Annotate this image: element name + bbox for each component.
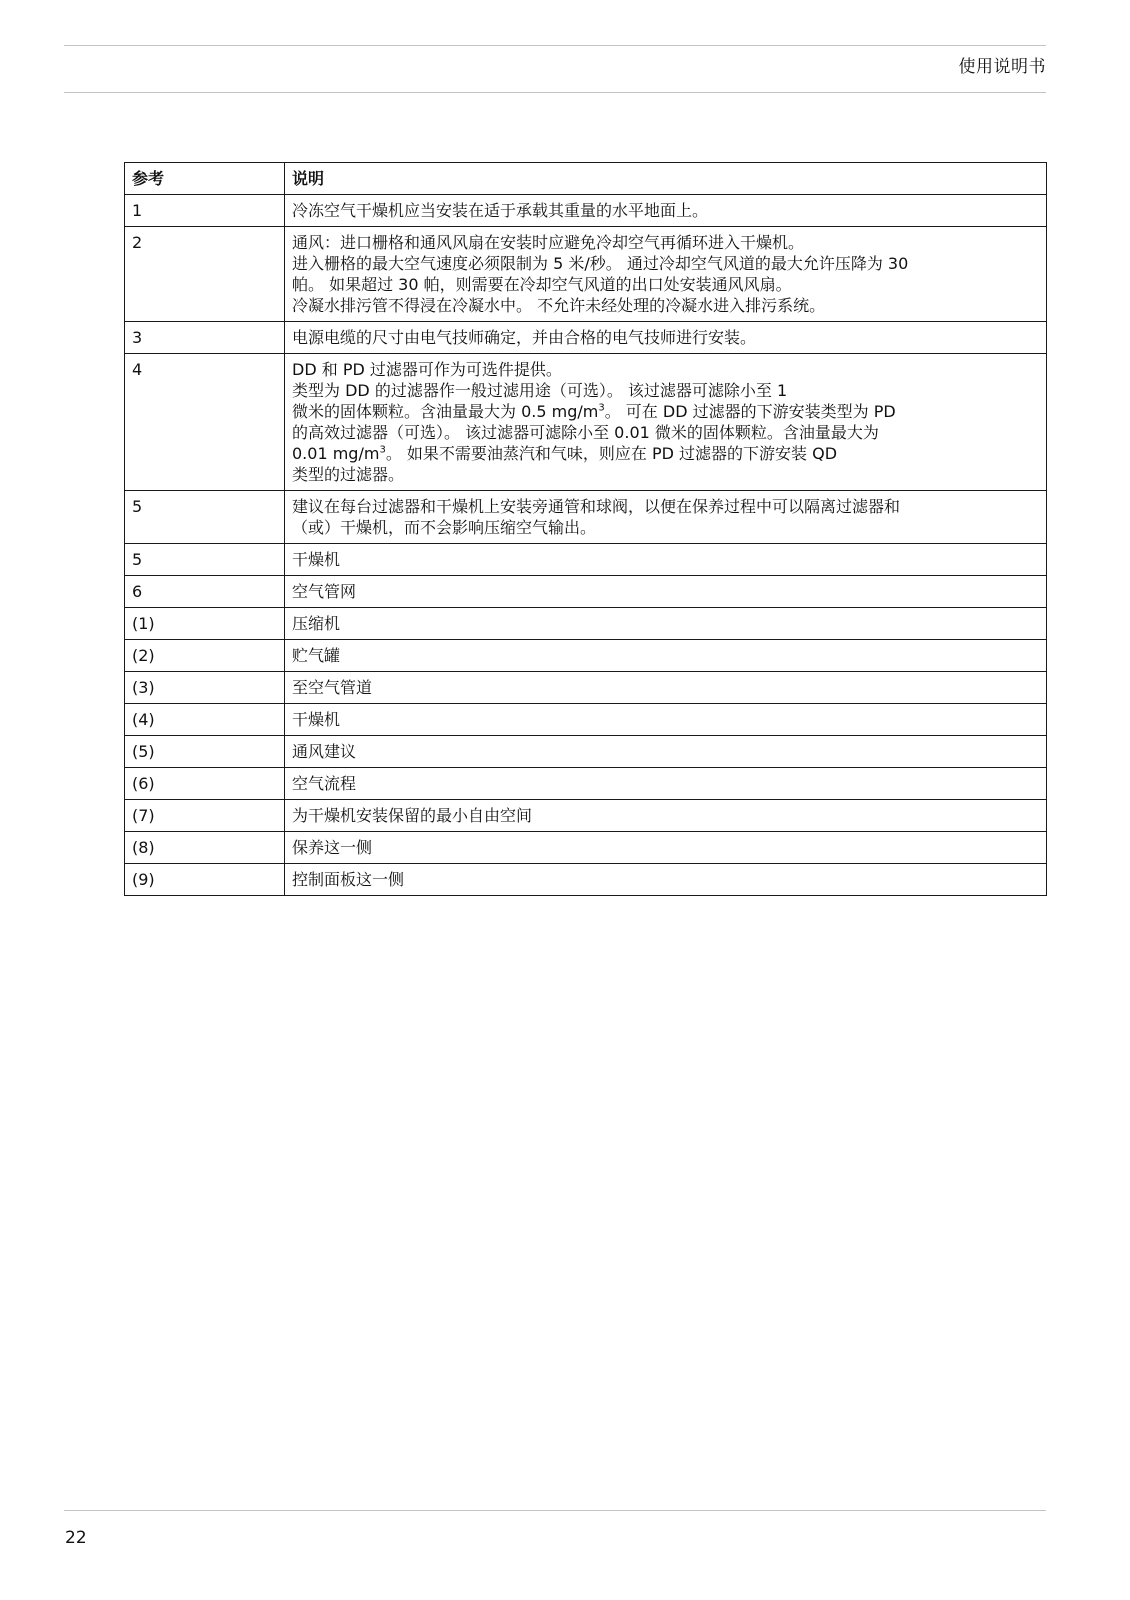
description-line [292, 401, 1039, 422]
description-line: 空气管网 [292, 582, 357, 601]
superscript: 3 [598, 402, 605, 414]
ref-cell: 3 [125, 322, 285, 354]
description-line: 压缩机 [292, 614, 341, 633]
description-cell [285, 608, 1047, 640]
table-row [125, 800, 1047, 832]
ref-cell: (9) [125, 864, 285, 896]
page-number: 22 [65, 1528, 87, 1548]
superscript: 3 [379, 444, 386, 456]
ref-cell: 5 [125, 491, 285, 544]
ref-cell: (6) [125, 768, 285, 800]
description-line: 空气流程 [292, 774, 357, 793]
table-row [125, 322, 1047, 354]
description-cell [285, 832, 1047, 864]
description-line: 控制面板这一侧 [292, 870, 405, 889]
text-fragment: 。 可在 DD 过滤器的下游安装类型为 PD [604, 402, 896, 421]
ref-cell: (3) [125, 672, 285, 704]
description-cell [285, 544, 1047, 576]
description-cell [285, 354, 1047, 491]
description-cell [285, 576, 1047, 608]
description-line: 的高效过滤器（可选）。 该过滤器可滤除小至 0.01 微米的固体颗粒。含油量最大为 [292, 423, 879, 442]
description-line: 冷凝水排污管不得浸在冷凝水中。 不允许未经处理的冷凝水进入排污系统。 [292, 296, 826, 315]
ref-cell: (5) [125, 736, 285, 768]
description-cell [285, 640, 1047, 672]
ref-cell: (7) [125, 800, 285, 832]
description-cell [285, 227, 1047, 322]
description-line [292, 443, 1039, 464]
table-row [125, 672, 1047, 704]
description-line: 类型为 DD 的过滤器作一般过滤用途（可选）。 该过滤器可滤除小至 1 [292, 381, 788, 400]
table-row [125, 576, 1047, 608]
description-line: DD 和 PD 过滤器可作为可选件提供。 [292, 360, 562, 379]
description-line: 通风建议 [292, 742, 357, 761]
description-cell [285, 491, 1047, 544]
description-line: 保养这一侧 [292, 838, 373, 857]
ref-cell: 4 [125, 354, 285, 491]
ref-cell: (2) [125, 640, 285, 672]
description-cell [285, 322, 1047, 354]
ref-cell: 2 [125, 227, 285, 322]
text-fragment: 。 如果不需要油蒸汽和气味，则应在 PD 过滤器的下游安装 QD [385, 444, 838, 463]
table-row [125, 640, 1047, 672]
description-line: 进入栅格的最大空气速度必须限制为 5 米/秒。 通过冷却空气风道的最大允许压降为 30 [292, 254, 909, 273]
table-row [125, 832, 1047, 864]
table-row [125, 608, 1047, 640]
table-row [125, 704, 1047, 736]
table-row [125, 491, 1047, 544]
description-line: 贮气罐 [292, 646, 341, 665]
ref-cell: 6 [125, 576, 285, 608]
description-line: 电源电缆的尺寸由电气技师确定，并由合格的电气技师进行安装。 [292, 328, 757, 347]
description-line: 干燥机 [292, 550, 341, 569]
column-header-description: 说明 [285, 163, 1047, 195]
header-top-rule [64, 45, 1046, 46]
table-row [125, 864, 1047, 896]
table-row [125, 768, 1047, 800]
ref-cell: (1) [125, 608, 285, 640]
description-cell [285, 800, 1047, 832]
table-row [125, 544, 1047, 576]
description-line: （或）干燥机，而不会影响压缩空气输出。 [292, 518, 597, 537]
description-cell [285, 672, 1047, 704]
description-line: 干燥机 [292, 710, 341, 729]
table-row [125, 227, 1047, 322]
table-row [125, 354, 1047, 491]
description-cell [285, 736, 1047, 768]
table-row [125, 736, 1047, 768]
column-header-ref: 参考 [125, 163, 285, 195]
ref-cell: 5 [125, 544, 285, 576]
header-bottom-rule [64, 92, 1046, 93]
table-header-row [125, 163, 1047, 195]
text-fragment: 微米的固体颗粒。含油量最大为 0.5 mg/m [292, 402, 599, 421]
table-row [125, 195, 1047, 227]
ref-cell: (8) [125, 832, 285, 864]
description-line: 帕。 如果超过 30 帕，则需要在冷却空气风道的出口处安装通风风扇。 [292, 275, 792, 294]
description-cell [285, 768, 1047, 800]
description-line: 为干燥机安装保留的最小自由空间 [292, 806, 533, 825]
footer-rule [64, 1510, 1046, 1511]
document-title: 使用说明书 [958, 57, 1046, 77]
text-fragment: 0.01 mg/m [292, 444, 380, 463]
description-line: 类型的过滤器。 [292, 465, 405, 484]
description-line: 冷冻空气干燥机应当安装在适于承载其重量的水平地面上。 [292, 201, 709, 220]
description-line: 至空气管道 [292, 678, 373, 697]
description-cell [285, 864, 1047, 896]
ref-cell: (4) [125, 704, 285, 736]
description-cell [285, 195, 1047, 227]
description-line: 建议在每台过滤器和干燥机上安装旁通管和球阀，以便在保养过程中可以隔离过滤器和 [292, 497, 901, 516]
description-line: 通风：进口栅格和通风风扇在安装时应避免冷却空气再循环进入干燥机。 [292, 233, 805, 252]
ref-cell: 1 [125, 195, 285, 227]
legend-table [124, 162, 1047, 896]
description-cell [285, 704, 1047, 736]
